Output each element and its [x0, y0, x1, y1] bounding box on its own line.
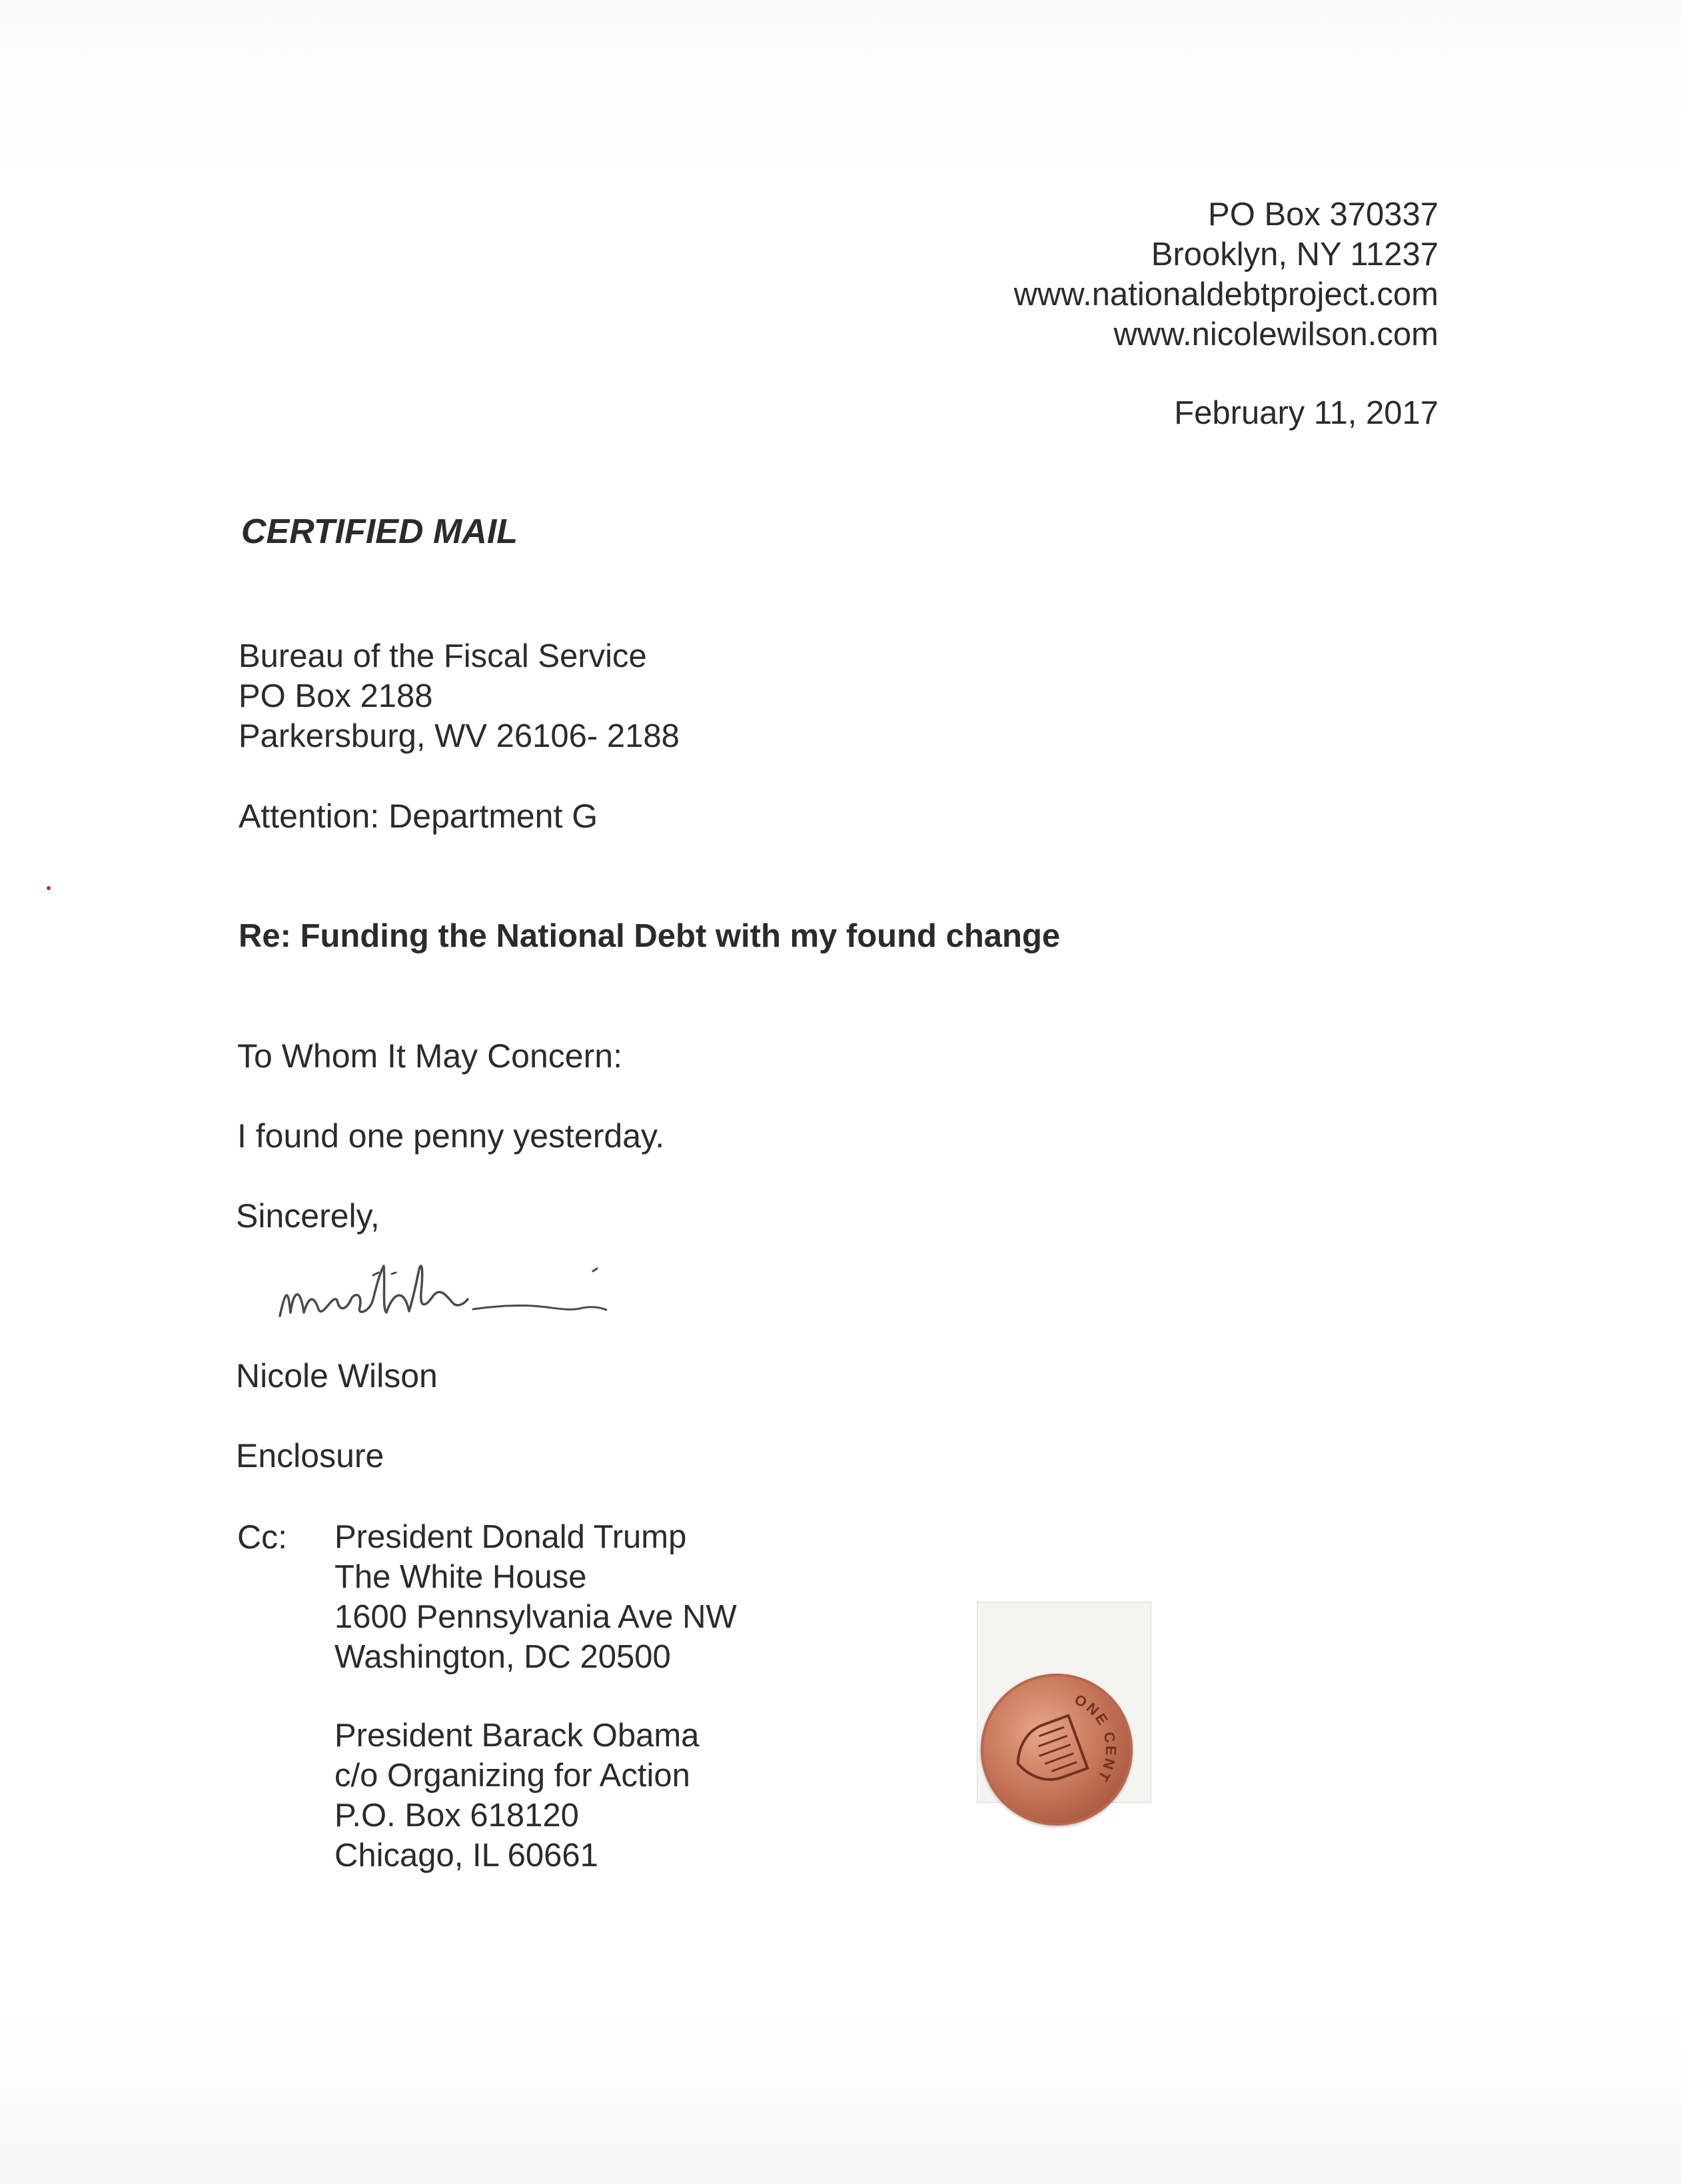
- cc-line: c/o Organizing for Action: [334, 1758, 690, 1794]
- coin-label: ONE CENT: [1071, 1690, 1120, 1786]
- letter-date: February 11, 2017: [1174, 395, 1438, 431]
- penny-coin: [981, 1674, 1133, 1826]
- cc-line: Washington, DC 20500: [334, 1639, 671, 1675]
- cc-recipient: [334, 1517, 737, 1677]
- closing: Sincerely,: [236, 1197, 380, 1235]
- sender-line: Brooklyn, NY 11237: [1151, 237, 1438, 273]
- sender-address: [1014, 195, 1438, 354]
- cc-line: 1600 Pennsylvania Ave NW: [334, 1599, 737, 1635]
- salutation: To Whom It May Concern:: [237, 1037, 622, 1075]
- letter-body: I found one penny yesterday.: [237, 1117, 665, 1155]
- recipient-line: PO Box 2188: [239, 678, 433, 714]
- sender-website: www.nicolewilson.com: [1113, 316, 1438, 352]
- taped-penny: [977, 1602, 1150, 1802]
- cc-label: Cc:: [237, 1518, 287, 1556]
- handwritten-signature: [273, 1246, 686, 1339]
- recipient-line: Bureau of the Fiscal Service: [239, 638, 647, 674]
- cc-line: P.O. Box 618120: [334, 1798, 579, 1834]
- enclosure-note: Enclosure: [236, 1437, 384, 1474]
- paper-speck: [47, 886, 51, 890]
- subject-line: Re: Funding the National Debt with my found change: [239, 918, 1061, 954]
- attention-line: Attention: Department G: [239, 798, 598, 835]
- cc-line: President Donald Trump: [334, 1519, 687, 1555]
- sender-website: www.nationaldebtproject.com: [1013, 276, 1438, 312]
- recipient-line: Parkersburg, WV 26106- 2188: [239, 718, 680, 754]
- cc-line: President Barack Obama: [334, 1718, 700, 1754]
- recipient-address: [239, 636, 680, 756]
- penny-shield-icon: [981, 1674, 1133, 1826]
- cc-line: Chicago, IL 60661: [334, 1838, 598, 1874]
- cc-recipient: [334, 1716, 699, 1876]
- signer-name: Nicole Wilson: [236, 1357, 438, 1394]
- delivery-method: CERTIFIED MAIL: [241, 512, 518, 551]
- cc-line: The White House: [334, 1559, 587, 1595]
- sender-line: PO Box 370337: [1208, 197, 1438, 233]
